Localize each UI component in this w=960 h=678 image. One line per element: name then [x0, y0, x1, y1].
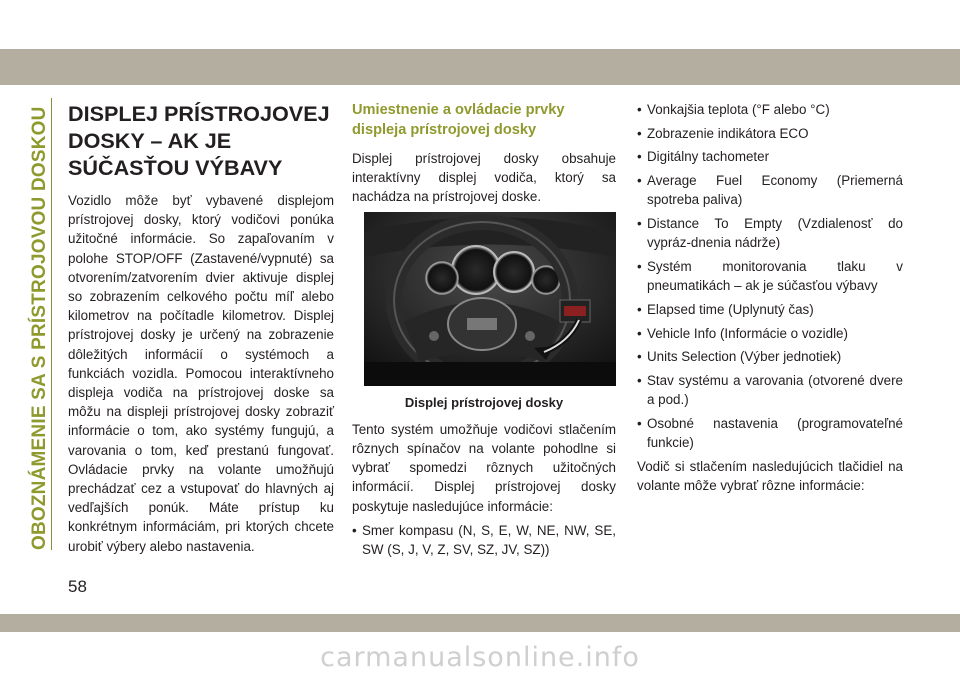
bullet: •	[637, 258, 642, 274]
bullet: •	[637, 372, 642, 388]
section-title: DISPLEJ PRÍSTROJOVEJ DOSKY – AK JE SÚČASŤOU VÝBAVY	[68, 101, 330, 180]
intro-paragraph: Vozidlo môže byť vybavené displejom prístrojovej dosky, ktorý vodičovi ponúka užitočné informácie. So zapaľovaním v polohe STOP/OFF (Zastavené/vypnuté) sa otvorením/zatvorením dvier aktivuje displej so zobrazením celkového počtu míľ alebo kilometrov na počítadle kilometrov. Displej prístrojovej dosky je určený na zobrazenie dôležitých informácií o systémoch a funkciách vozidla. Pomocou interaktívneho displeja vodiča na prístrojovej doske sa môžu na displeji prístrojovej dosky zobraziť informácie o tom, ako systémy fungujú, a varovania o tom, keď prestanú fungovať. Ovládacie prvky na volante umožňujú prechádzať cez a vstupovať do hlavných aj vedľajších ponúk. Máte prístup ku konkrétnym informáciám, pri ktorých chcete urobiť výbery alebo nastavenia.	[68, 193, 334, 554]
closing-paragraph: Vodič si stlačením nasledujúcich tlačidiel na volante môže vybrať rôzne informácie:	[637, 458, 903, 493]
top-margin	[0, 0, 960, 49]
bullet: •	[637, 301, 642, 317]
side-rule	[51, 98, 52, 550]
bullet: •	[637, 325, 642, 341]
list-item: • Zobrazenie indikátora ECO	[637, 124, 903, 143]
section-side-tab: OBOZNÁMENIE SA S PRÍSTROJOVOU DOSKOU	[29, 106, 50, 550]
list-item: • Smer kompasu (N, S, E, W, NE, NW, SE, SW (S, J, V, Z, SV, SZ, JV, SZ))	[352, 522, 616, 558]
dashboard-illustration	[364, 212, 616, 386]
bullet: •	[637, 216, 642, 232]
header-bar	[0, 49, 960, 85]
column-2	[352, 100, 616, 563]
page-number: 58	[68, 577, 87, 596]
subsection-title: Umiestnenie a ovládacie prvky displeja prístrojovej dosky	[352, 102, 565, 138]
list-item: • Vonkajšia teplota (°F alebo °C)	[637, 100, 903, 119]
column-3	[637, 100, 903, 500]
features-paragraph: Tento systém umožňuje vodičovi stlačením rôznych spínačov na volante pohodlne si vybrať spomedzi rôznych užitočných informácií. Displej prístrojovej dosky poskytuje nasledujúce informácie:	[352, 421, 616, 514]
watermark-link[interactable]: carmanualsonline.info	[320, 642, 640, 673]
bullet: •	[637, 415, 642, 431]
list-item: • Vehicle Info (Informácie o vozidle)	[637, 324, 903, 343]
bullet: •	[352, 522, 357, 538]
list-item: • Digitálny tachometer	[637, 147, 903, 166]
list-item: • Stav systému a varovania (otvorené dvere a pod.)	[637, 372, 903, 408]
bullet: •	[637, 102, 642, 117]
list-item: • Distance To Empty (Vzdialenosť do vypráz-dnenia nádrže)	[637, 216, 903, 251]
list-item: • Average Fuel Economy (Priemerná spotreba paliva)	[637, 173, 903, 208]
column-1	[68, 100, 334, 561]
bullet: •	[637, 125, 642, 141]
footer-bar	[0, 614, 960, 632]
feature-list-part-1	[352, 521, 616, 559]
list-item: • Osobné nastavenia (programovateľné funkcie)	[637, 415, 903, 451]
feature-list-part-2	[637, 100, 903, 452]
instrument-cluster-photo	[364, 212, 616, 386]
list-item: • Systém monitorovania tlaku v pneumatikách – ak je súčasťou výbavy	[637, 258, 903, 294]
list-item: • Elapsed time (Uplynutý čas)	[637, 300, 903, 319]
bullet: •	[637, 173, 642, 189]
figure-caption: Displej prístrojovej dosky	[404, 394, 564, 410]
bullet: •	[637, 349, 642, 365]
bullet: •	[637, 149, 642, 165]
list-item: • Units Selection (Výber jednotiek)	[637, 347, 903, 366]
location-paragraph: Displej prístrojovej dosky obsahuje interaktívny displej vodiča, ktorý sa nachádza na prístrojovej doske.	[352, 151, 616, 205]
